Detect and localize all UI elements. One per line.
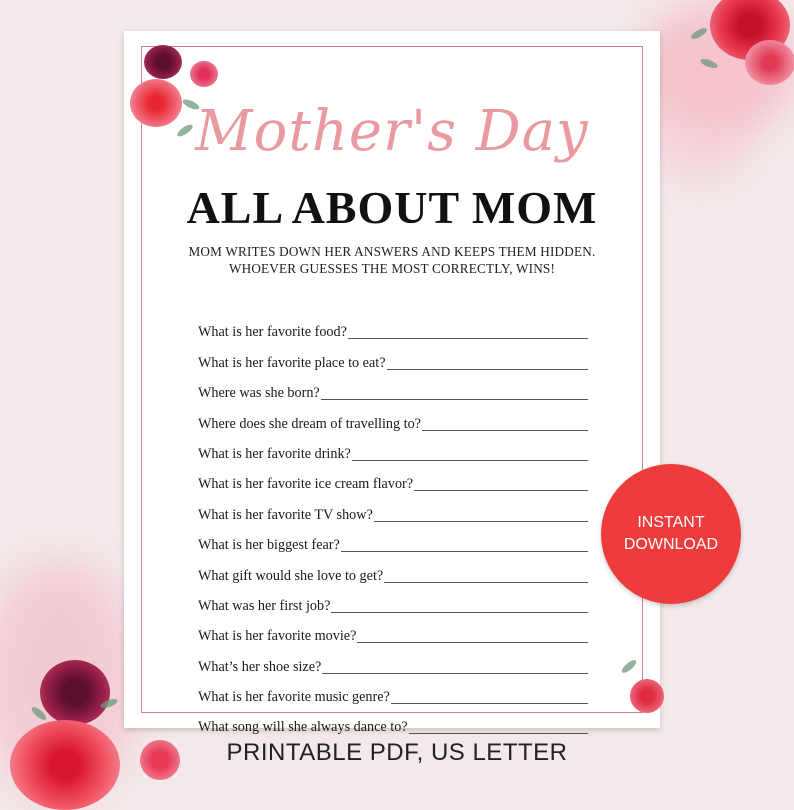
badge-line: DOWNLOAD: [623, 536, 719, 553]
question-text: What song will she always dance to?: [198, 719, 408, 736]
footer-caption: PRINTABLE PDF, US LETTER: [226, 739, 568, 766]
question-text: What is her favorite food?: [198, 324, 347, 341]
flower-decoration: [190, 61, 218, 87]
question-text: What is her favorite TV show?: [198, 506, 373, 523]
question-text: What gift would she love to get?: [198, 567, 384, 584]
question-row: [198, 556, 588, 586]
question-list: [198, 313, 588, 738]
flower-decoration: [40, 660, 110, 725]
flower-decoration: [144, 45, 182, 79]
instructions-line: WHOEVER GUESSES THE MOST CORRECTLY, WINS!: [228, 261, 556, 276]
question-text: What is her favorite place to eat?: [198, 354, 386, 371]
question-text: What was her first job?: [198, 597, 331, 614]
instructions: [154, 243, 630, 277]
question-row: [198, 343, 588, 373]
question-row: [198, 435, 588, 465]
question-text: What is her favorite movie?: [198, 628, 357, 645]
answer-line: [384, 582, 588, 583]
answer-line: [422, 430, 588, 431]
question-text: What is her favorite music genre?: [198, 689, 390, 706]
answer-line: [391, 703, 588, 704]
answer-line: [409, 733, 588, 734]
answer-line: [387, 369, 589, 370]
flower-decoration: [745, 40, 794, 85]
instant-download-badge: [601, 464, 741, 604]
answer-line: [331, 612, 588, 613]
answer-line: [341, 551, 588, 552]
badge-line: INSTANT: [637, 514, 705, 531]
instructions-line: MOM WRITES DOWN HER ANSWERS AND KEEPS THEM HIDDEN.: [188, 244, 596, 259]
question-row: [198, 647, 588, 677]
answer-line: [348, 338, 588, 339]
question-text: What is her favorite drink?: [198, 445, 351, 462]
question-text: Where does she dream of travelling to?: [198, 415, 421, 432]
answer-line: [414, 490, 588, 491]
flower-decoration: [630, 679, 664, 713]
question-row: [198, 495, 588, 525]
answer-line: [321, 399, 588, 400]
answer-line: [352, 460, 588, 461]
question-row: [198, 404, 588, 434]
question-text: What is her biggest fear?: [198, 537, 340, 554]
question-row: [198, 313, 588, 343]
question-row: [198, 465, 588, 495]
page-title: ALL ABOUT MOM: [186, 182, 598, 233]
printable-sheet: [124, 31, 660, 736]
answer-line: [374, 521, 588, 522]
question-text: What’s her shoe size?: [198, 658, 322, 675]
question-row: [198, 708, 588, 738]
question-text: Where was she born?: [198, 385, 320, 402]
question-row: [198, 678, 588, 708]
answer-line: [322, 673, 588, 674]
question-row: [198, 587, 588, 617]
question-row: [198, 526, 588, 556]
answer-line: [357, 642, 588, 643]
question-text: What is her favorite ice cream flavor?: [198, 476, 414, 493]
question-row: [198, 374, 588, 404]
script-title: Mother's Day: [195, 99, 589, 164]
question-row: [198, 617, 588, 647]
